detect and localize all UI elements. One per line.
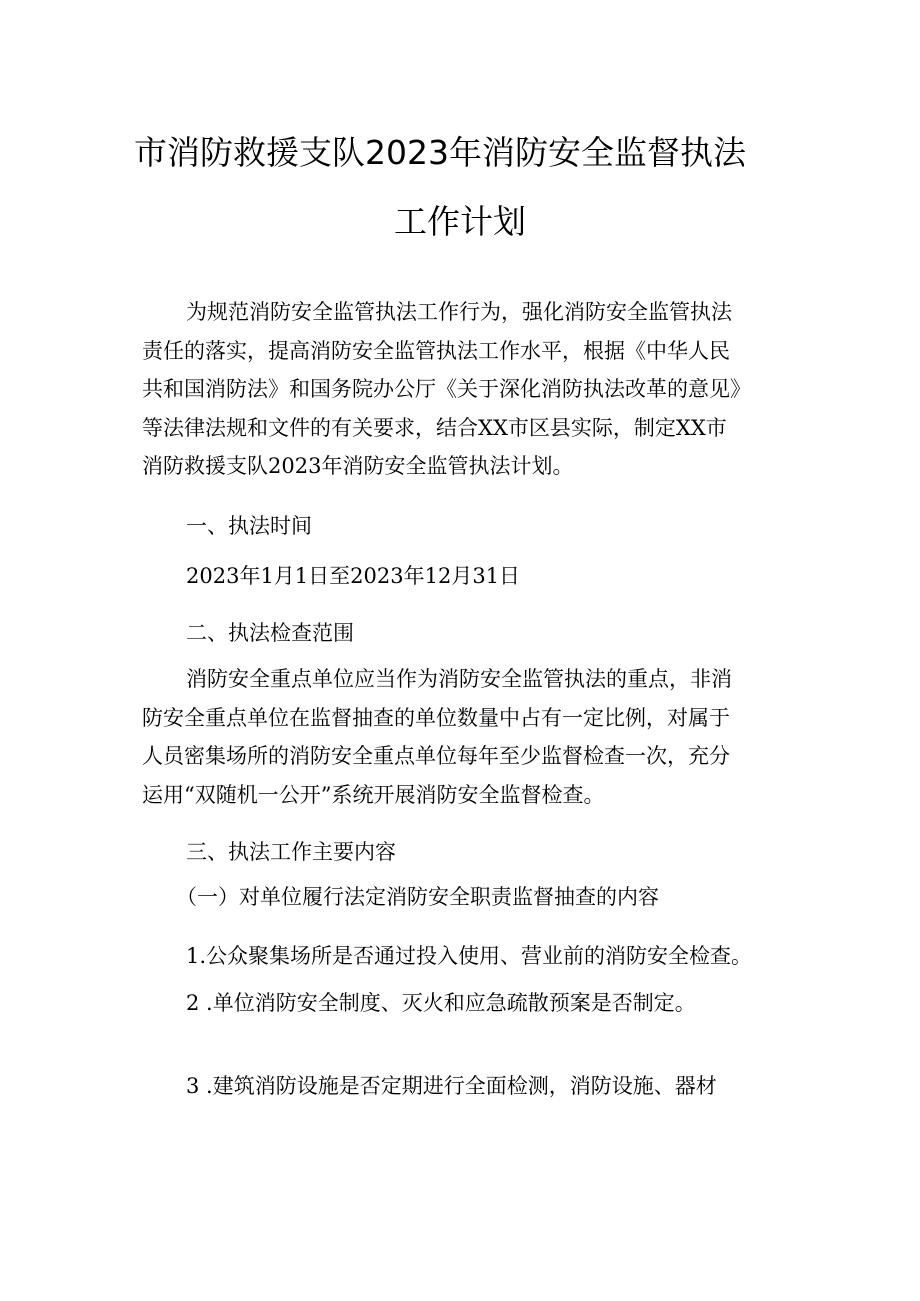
intro-line: 消防救援支队2023年消防安全监管执法计划。 [142, 454, 574, 478]
document-title-line-2: 工作计划 [394, 202, 526, 241]
section-heading-main-content: 三、执法工作主要内容 [186, 840, 396, 864]
scope-line: 人员密集场所的消防安全重点单位每年至少监督检查一次，充分 [142, 744, 730, 768]
intro-paragraph [142, 293, 782, 486]
intro-line: 责任的落实，提高消防安全监管执法工作水平，根据《中华人民 [142, 338, 730, 363]
scope-line: 运用“双随机一公开”系统开展消防安全监督检查。 [142, 782, 605, 807]
inspection-scope-paragraph [142, 660, 782, 814]
document-title-line-1: 市消防救援支队2023年消防安全监督执法 [134, 133, 746, 172]
scope-line: 消防安全重点单位应当作为消防安全监管执法的重点，非消 [186, 667, 732, 691]
execution-period-text: 2023年1月1日至2023年12月31日 [186, 564, 521, 588]
subsection-heading: （一）对单位履行法定消防安全职责监督抽查的内容 [176, 885, 659, 909]
section-heading-inspection-scope: 二、执法检查范围 [186, 621, 354, 645]
intro-line: 等法律法规和文件的有关要求，结合XX市区县实际，制定XX市 [142, 415, 727, 440]
content-item-3: 3 .建筑消防设施是否定期进行全面检测，消防设施、器材 [186, 1074, 717, 1098]
intro-line: 为规范消防安全监管执法工作行为，强化消防安全监管执法 [186, 300, 732, 324]
scope-line: 防安全重点单位在监督抽查的单位数量中占有一定比例，对属于 [142, 705, 730, 730]
content-item-1: 1.公众聚集场所是否通过投入使用、营业前的消防安全检查。 [186, 944, 753, 968]
section-heading-execution-time: 一、执法时间 [186, 514, 312, 538]
intro-line: 共和国消防法》和国务院办公厅《关于深化消防执法改革的意见》 [142, 377, 751, 401]
content-item-2: 2 .单位消防安全制度、灭火和应急疏散预案是否制定。 [186, 991, 696, 1015]
